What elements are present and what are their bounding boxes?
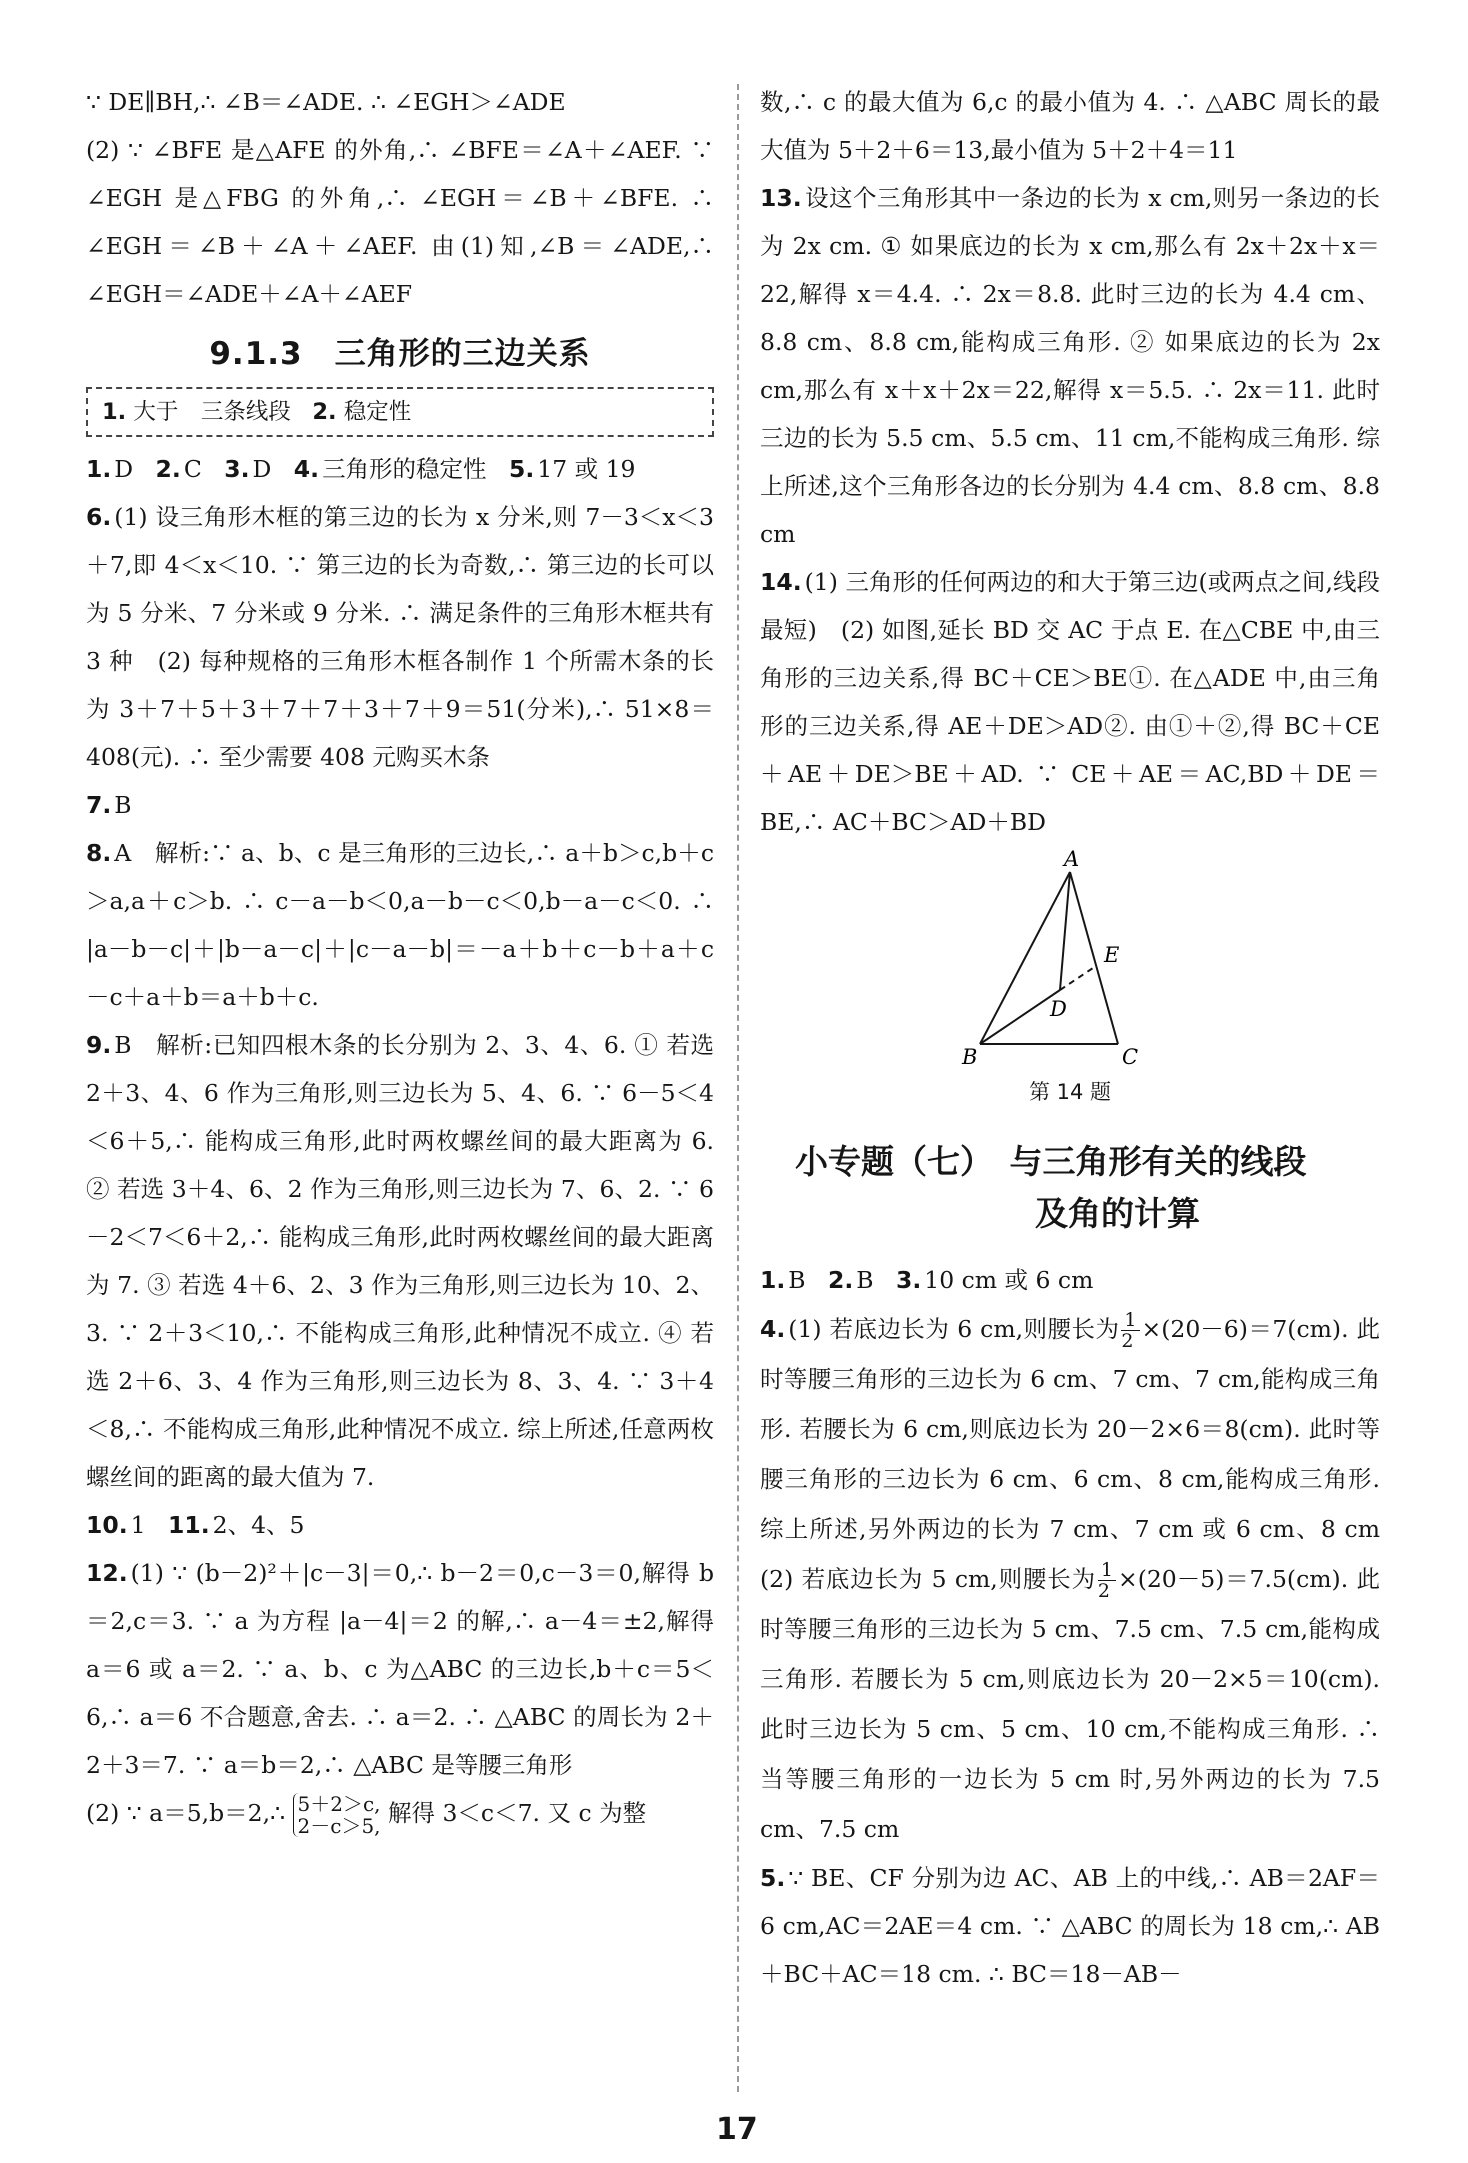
q-answer: B bbox=[114, 791, 132, 819]
triangle-diagram bbox=[900, 846, 1240, 1076]
inequality-2: 2－c＞5, bbox=[297, 1813, 381, 1838]
q-num: 9. bbox=[86, 1031, 112, 1059]
section-title: 9.1.3 三角形的三边关系 bbox=[209, 336, 591, 372]
q-answer: 10 cm 或 6 cm bbox=[924, 1266, 1094, 1294]
q-answer: (1) 三角形的任何两边的和大于第三边(或两点之间,线段最短) (2) 如图,延长 BD 交 AC 于点 E. 在△CBE 中,由三角形的三边关系,得 BC＋CE＞BE①. 在△ADE 中,由三角形的三边关系,得 AE＋DE＞AD②. 由①＋②,得 BC＋CE＋AE＋DE＞BE＋AD. ∵ CE＋AE＝AC,BD＋DE＝BE,∴ AC＋BC＞AD＋BD bbox=[760, 568, 1380, 836]
q-num: 5. bbox=[508, 455, 535, 483]
answer-12 bbox=[86, 1549, 714, 1789]
q-num: 3. bbox=[224, 455, 250, 483]
box-answer-2: 稳定性 bbox=[343, 399, 412, 425]
label-c: C bbox=[1122, 1045, 1139, 1069]
q-num: 7. bbox=[86, 791, 112, 819]
q-answer: 2、4、5 bbox=[212, 1511, 305, 1539]
q-answer: B bbox=[856, 1266, 874, 1294]
page-number: 17 bbox=[716, 2112, 758, 2147]
q-answer: 设这个三角形其中一条边的长为 x cm,则另一条边的长为 2x cm. ① 如果底边的长为 x cm,那么有 2x＋2x＋x＝22,解得 x＝4.4. ∴ 2x＝8.8. 此时三边的长为 4.4 cm、8.8 cm、8.8 cm,能构成三角形. ② 如果底边的长为 2x cm,那么有 x＋x＋2x＝22,解得 x＝5.5. ∴ 2x＝11. 此时三边的长为 5.5 cm、5.5 cm、11 cm,不能构成三角形. 综上所述,这个三角形各边的长分别为 4.4 cm、8.8 cm、8.8 cm bbox=[760, 184, 1380, 548]
topic-title bbox=[760, 1136, 1380, 1240]
q12-part2-start: (2) ∵ a＝5,b＝2,∴ bbox=[86, 1799, 286, 1827]
fraction-numerator: 1 bbox=[1098, 1560, 1116, 1581]
q-num: 8. bbox=[86, 839, 112, 867]
q-answer: A 解析:∵ a、b、c 是三角形的三边长,∴ a＋b＞c,b＋c＞a,a＋c＞b. ∴ c－a－b＜0,a－b－c＜0,b－a－c＜0. ∴ |a－b－c|＋|b－a－c|＋|c－a－b|＝－a＋b＋c－b＋a＋c－c＋a＋b＝a＋b＋c. bbox=[86, 839, 714, 1011]
fraction-numerator: 1 bbox=[1121, 1310, 1139, 1331]
q-num: 13. bbox=[760, 184, 802, 212]
q-answer: 1 bbox=[130, 1511, 146, 1539]
fraction-half-1 bbox=[1121, 1310, 1139, 1351]
q-answer: 17 或 19 bbox=[537, 455, 636, 483]
box-num-2: 2. bbox=[312, 399, 337, 425]
answers-1-5 bbox=[86, 445, 714, 493]
answer-14 bbox=[760, 558, 1380, 846]
q-answer: B bbox=[788, 1266, 806, 1294]
label-e: E bbox=[1104, 943, 1120, 967]
left-column bbox=[86, 78, 714, 1837]
inequality-system bbox=[293, 1793, 381, 1837]
q-num: 6. bbox=[86, 503, 112, 531]
inequality-1: 5＋2＞c, bbox=[297, 1791, 381, 1816]
topic-answer-5 bbox=[760, 1854, 1380, 1998]
label-d: D bbox=[1050, 997, 1067, 1021]
box-answer-1: 大于 三条线段 bbox=[133, 399, 291, 425]
answer-8 bbox=[86, 829, 714, 1021]
topic-answers-1-3 bbox=[760, 1256, 1380, 1304]
q-num: 14. bbox=[760, 568, 802, 596]
answer-6 bbox=[86, 493, 714, 781]
q-num: 4. bbox=[760, 1315, 786, 1343]
figure-caption: 第 14 题 bbox=[1028, 1080, 1112, 1104]
topic-title-line-2: 及角的计算 bbox=[1035, 1194, 1200, 1233]
answers-10-11 bbox=[86, 1501, 714, 1549]
q-num: 1. bbox=[760, 1266, 786, 1294]
q-answer: 三角形的稳定性 bbox=[322, 455, 487, 483]
q4-text-4: ×(20－5)＝7.5(cm). 此时等腰三角形的三边长为 5 cm、7.5 cm、7.5 cm,能构成三角形. 若腰长为 5 cm,则底边长为 20－2×5＝10(cm). 此时三边长为 5 cm、5 cm、10 cm,不能构成三角形. ∴ 当等腰三角形的一边长为 5 cm 时,另外两边的长为 7.5 cm、7.5 cm bbox=[760, 1565, 1380, 1843]
q-answer: C bbox=[183, 455, 202, 483]
q-num: 1. bbox=[86, 455, 112, 483]
right-column bbox=[760, 78, 1404, 1998]
fraction-half-2 bbox=[1098, 1560, 1116, 1601]
q-num: 2. bbox=[827, 1266, 854, 1294]
edge-de-dashed bbox=[1060, 966, 1096, 990]
q-answer: D bbox=[252, 455, 272, 483]
q4-text-1: (1) 若底边长为 6 cm,则腰长为 bbox=[788, 1315, 1120, 1343]
box-num-1: 1. bbox=[102, 399, 127, 425]
q-num: 12. bbox=[86, 1559, 128, 1587]
label-b: B bbox=[962, 1045, 978, 1069]
topic-title-line-1: 小专题（七） 与三角形有关的线段 bbox=[795, 1142, 1307, 1181]
answer-9 bbox=[86, 1021, 714, 1501]
q-num: 5. bbox=[760, 1864, 786, 1892]
q12-part2-end: 解得 3＜c＜7. 又 c 为整 bbox=[388, 1799, 647, 1827]
label-a: A bbox=[1064, 847, 1080, 871]
answer-13 bbox=[760, 174, 1380, 558]
q-num: 4. bbox=[293, 455, 320, 483]
q4-text-3: 此时等腰三角形的三边长为 6 cm、7 cm、7 cm,能构成三角形. 若腰长为 6 cm,则底边长为 20－2×6＝8(cm). 此时等腰三角形的三边长为 6 cm、6 cm、8 cm,能构成三角形. 综上所述,另外两边的长为 7 cm、7 cm 或 6 cm、8 cm (2) 若底边长为 5 cm,则腰长为 bbox=[760, 1315, 1404, 1593]
q-answer: (1) ∵ (b－2)²＋|c－3|＝0,∴ b－2＝0,c－3＝0,解得 b＝2,c＝3. ∵ a 为方程 |a－4|＝2 的解,∴ a－4＝±2,解得 a＝6 或 a＝2. ∵ a、b、c 为△ABC 的三边长,b＋c＝5＜6,∴ a＝6 不合题意,舍去. ∴ a＝2. ∴ △ABC 的周长为 2＋2＋3＝7. ∵ a＝b＝2,∴ △ABC 是等腰三角形 bbox=[86, 1559, 714, 1779]
answer-12-continuation: 数,∴ c 的最大值为 6,c 的最小值为 4. ∴ △ABC 周长的最大值为 5＋2＋6＝13,最小值为 5＋2＋4＝11 bbox=[760, 88, 1380, 164]
answer-12-part2 bbox=[86, 1789, 714, 1837]
topic-answer-4 bbox=[760, 1304, 1404, 1854]
fraction-denominator: 2 bbox=[1121, 1330, 1134, 1352]
answer-7 bbox=[86, 781, 714, 829]
triangle-figure bbox=[900, 846, 1240, 1076]
q-answer: (1) 设三角形木框的第三边的长为 x 分米,则 7－3＜x＜3＋7,即 4＜x＜10. ∵ 第三边的长为奇数,∴ 第三边的长可以为 5 分米、7 分米或 9 分米. ∴ 满足条件的三角形木框共有 3 种 (2) 每种规格的三角形木框各制作 1 个所需木条的长为 3＋7＋5＋3＋7＋7＋3＋7＋9＝51(分米),∴ 51×8＝408(元). ∴ 至少需要 408 元购买木条 bbox=[86, 503, 714, 771]
q-answer: D bbox=[114, 455, 134, 483]
answer-continuation-a: ∵ DE∥BH,∴ ∠B＝∠ADE. ∴ ∠EGH＞∠ADE bbox=[86, 88, 566, 116]
column-divider bbox=[737, 84, 739, 2092]
q-answer: B 解析:已知四根木条的长分别为 2、3、4、6. ① 若选 2＋3、4、6 作为三角形,则三边长为 5、4、6. ∵ 6－5＜4＜6＋5,∴ 能构成三角形,此时两枚螺丝间的最大距离为 6. ② 若选 3＋4、6、2 作为三角形,则三边长为 7、6、2. ∵ 6－2＜7＜6＋2,∴ 能构成三角形,此时两枚螺丝间的最大距离为 7. ③ 若选 4＋6、2、3 作为三角形,则三边长为 10、2、3. ∵ 2＋3＜10,∴ 不能构成三角形,此种情况不成立. ④ 若选 2＋6、3、4 作为三角形,则三边长为 8、3、4. ∵ 3＋4＜8,∴ 不能构成三角形,此种情况不成立. 综上所述,任意两枚螺丝间的距离的最大值为 7. bbox=[86, 1031, 714, 1491]
q4-text-2: ×(20－6)＝7(cm). bbox=[1141, 1315, 1349, 1343]
q-num: 10. bbox=[86, 1511, 128, 1539]
edge-bd bbox=[980, 990, 1060, 1044]
answer-continuation-b: (2) ∵ ∠BFE 是△AFE 的外角,∴ ∠BFE＝∠A＋∠AEF. ∵ ∠EGH 是△FBG 的外角,∴ ∠EGH＝∠B＋∠BFE. ∴ ∠EGH＝∠B＋∠A＋∠AEF. 由(1)知,∠B＝∠ADE,∴ ∠EGH＝∠ADE＋∠A＋∠AEF bbox=[86, 136, 714, 308]
q-answer: ∵ BE、CF 分别为边 AC、AB 上的中线,∴ AB＝2AF＝6 cm,AC＝2AE＝4 cm. ∵ △ABC 的周长为 18 cm,∴ AB＋BC＋AC＝18 cm. ∴ BC＝18－AB－ bbox=[760, 1864, 1380, 1988]
q-num: 11. bbox=[168, 1511, 210, 1539]
fraction-denominator: 2 bbox=[1097, 1580, 1110, 1602]
q-num: 3. bbox=[895, 1266, 922, 1294]
concept-box bbox=[86, 387, 714, 437]
q-num: 2. bbox=[155, 455, 181, 483]
